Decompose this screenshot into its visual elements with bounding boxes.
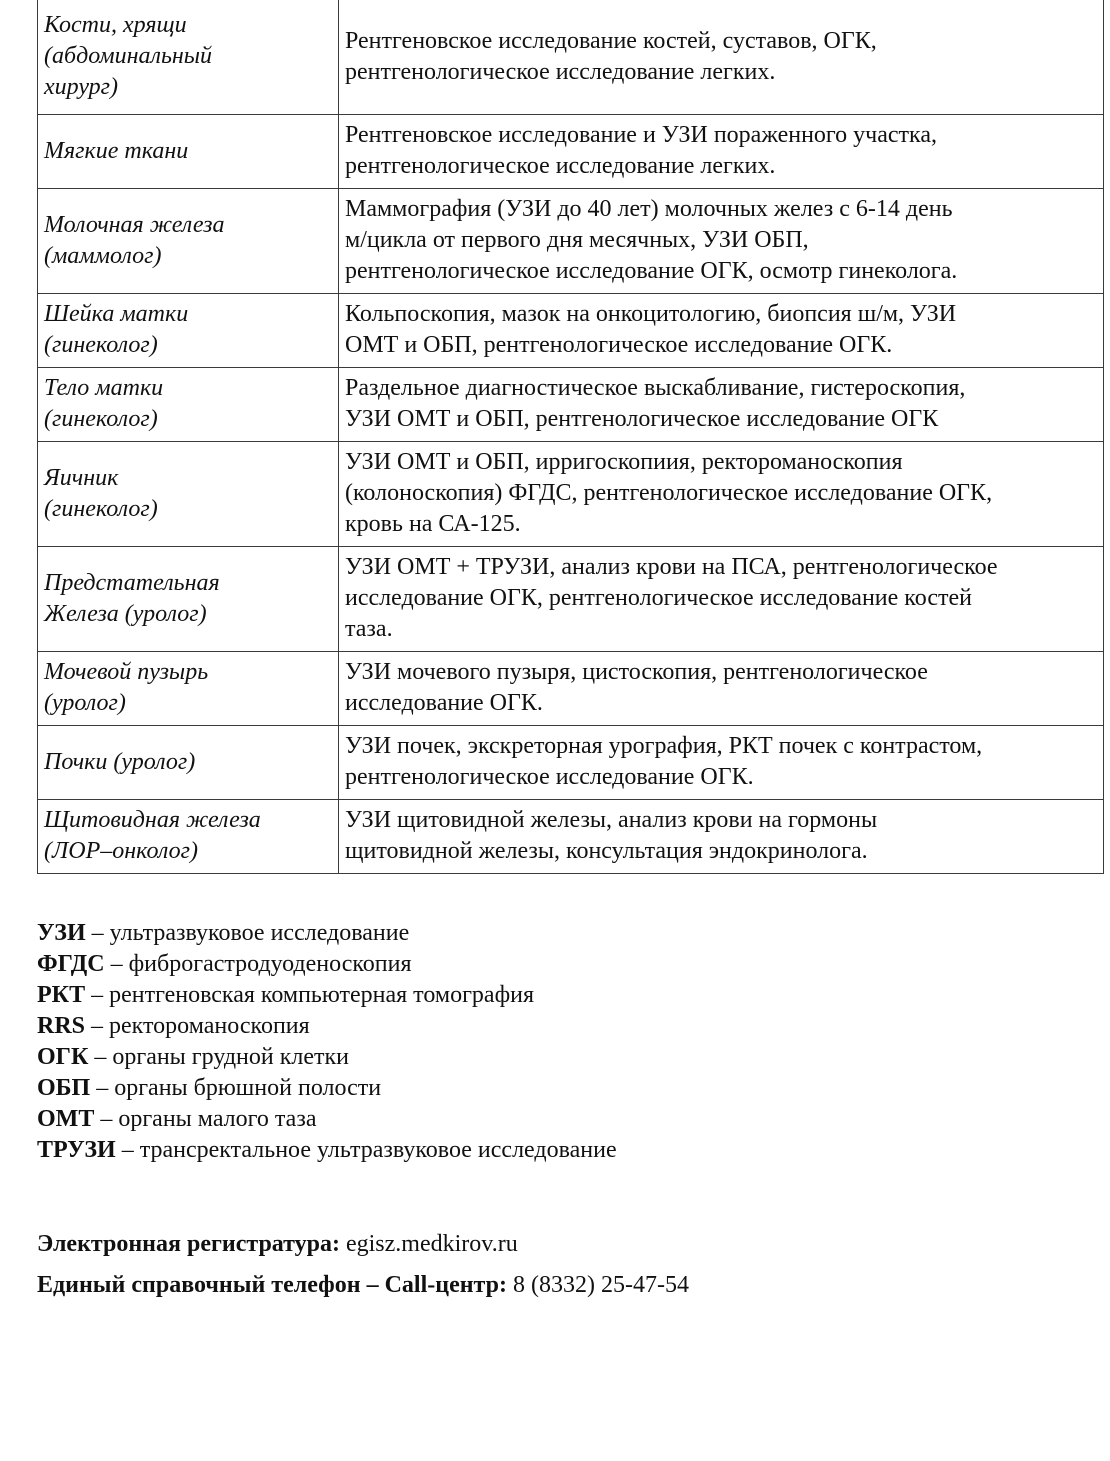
legend-abbr: ТРУЗИ	[37, 1137, 116, 1163]
exam-cell	[339, 293, 1104, 367]
exam-cell	[339, 367, 1104, 441]
exam-cell	[339, 546, 1104, 651]
legend-definition: – органы малого таза	[94, 1106, 317, 1132]
legend-abbr: УЗИ	[37, 920, 86, 946]
organ-label: Тело матки (гинеколог)	[44, 375, 164, 432]
organ-label: Кости, хрящи (абдоминальный хирург)	[44, 12, 213, 101]
legend-item	[37, 949, 617, 980]
exam-table	[37, 0, 1104, 874]
organ-label: Шейка матки (гинеколог)	[44, 301, 189, 358]
organ-label: Почки (уролог)	[44, 748, 196, 775]
legend-item	[37, 1011, 617, 1042]
legend-definition: – органы грудной клетки	[88, 1044, 350, 1070]
table-row	[38, 546, 1104, 651]
legend-definition: – рентгеновская компьютерная томография	[85, 982, 534, 1008]
organ-cell	[38, 725, 339, 799]
organ-cell	[38, 367, 339, 441]
table-row	[38, 441, 1104, 546]
legend-item	[37, 918, 617, 949]
organ-label: Щитовидная железа (ЛОР–онколог)	[44, 807, 261, 864]
organ-cell	[38, 293, 339, 367]
contacts-block	[37, 1227, 689, 1302]
exam-text: УЗИ мочевого пузыря, цистоскопия, рентгенологическое исследование ОГК.	[345, 659, 928, 716]
exam-cell	[339, 799, 1104, 873]
legend-abbr: ОГК	[37, 1044, 89, 1070]
organ-cell	[38, 441, 339, 546]
exam-text: УЗИ ОМТ + ТРУЗИ, анализ крови на ПСА, рентгенологическое исследование ОГК, рентгенологическое исследование костей таза.	[345, 554, 998, 642]
exam-text: УЗИ ОМТ и ОБП, ирригоскопиия, ректороманоскопия (колоноскопия) ФГДС, рентгенологическое исследование ОГК, кровь на СА-125.	[345, 449, 993, 537]
organ-label: Мягкие ткани	[44, 137, 189, 164]
exam-cell	[339, 725, 1104, 799]
organ-label: Молочная железа (маммолог)	[44, 211, 225, 269]
phone-number[interactable]: 8 (8332) 25-47-54	[506, 1272, 689, 1298]
legend-item	[37, 980, 617, 1011]
table-row	[38, 725, 1104, 799]
legend-definition: – органы брюшной полости	[90, 1075, 382, 1101]
organ-label: Мочевой пузырь (уролог)	[44, 659, 209, 716]
legend-definition: – ректороманоскопия	[85, 1013, 310, 1039]
legend-definition: – фиброгастродуоденоскопия	[104, 951, 412, 977]
exam-cell	[339, 441, 1104, 546]
table-row	[38, 799, 1104, 873]
legend-abbr: RRS	[37, 1013, 86, 1039]
exam-cell	[339, 114, 1104, 188]
legend-item	[37, 1073, 617, 1104]
table-row	[38, 651, 1104, 725]
table-row	[38, 114, 1104, 188]
phone-label: Единый справочный телефон – Call-центр:	[37, 1272, 507, 1298]
organ-cell	[38, 188, 339, 293]
table-row	[38, 293, 1104, 367]
exam-text: Рентгеновское исследование и УЗИ пораженного участка, рентгенологическое исследование легких.	[345, 122, 937, 179]
organ-cell	[38, 651, 339, 725]
legend-abbr: ФГДС	[37, 951, 105, 977]
organ-label: Яичник (гинеколог)	[44, 464, 158, 522]
registry-label: Электронная регистратура:	[37, 1231, 340, 1257]
exam-cell	[339, 0, 1104, 114]
table-row	[38, 0, 1104, 114]
legend-definition: – трансректальное ультразвуковое исследование	[115, 1137, 617, 1163]
exam-cell	[339, 651, 1104, 725]
abbreviations-legend	[37, 918, 617, 1166]
legend-item	[37, 1104, 617, 1135]
exam-text: Раздельное диагностическое выскабливание, гистероскопия, УЗИ ОМТ и ОБП, рентгенологическое исследование ОГК	[345, 375, 966, 432]
organ-cell	[38, 546, 339, 651]
exam-table-body	[38, 0, 1104, 873]
exam-text: Кольпоскопия, мазок на онкоцитологию, биопсия ш/м, УЗИ ОМТ и ОБП, рентгенологическое исследование ОГК.	[345, 301, 957, 358]
exam-text: Рентгеновское исследование костей, суставов, ОГК, рентгенологическое исследование легких.	[345, 27, 877, 85]
legend-abbr: ОБП	[37, 1075, 91, 1101]
exam-text: Маммография (УЗИ до 40 лет) молочных желез с 6-14 день м/цикла от первого дня месячных, УЗИ ОБП, рентгенологическое исследование ОГК, осмотр гинеколога.	[345, 196, 958, 284]
legend-abbr: РКТ	[37, 982, 86, 1008]
organ-cell	[38, 114, 339, 188]
legend-abbr: ОМТ	[37, 1106, 95, 1132]
registry-link[interactable]: egisz.medkirov.ru	[339, 1231, 518, 1257]
legend-item	[37, 1135, 617, 1166]
exam-table-wrapper	[37, 0, 1077, 874]
phone-line	[37, 1268, 689, 1302]
table-row	[38, 367, 1104, 441]
organ-cell	[38, 0, 339, 114]
table-row	[38, 188, 1104, 293]
organ-label: Предстательная Железа (уролог)	[44, 569, 220, 627]
exam-text: УЗИ почек, экскреторная урография, РКТ почек с контрастом, рентгенологическое исследование ОГК.	[345, 733, 983, 790]
legend-definition: – ультразвуковое исследование	[85, 920, 410, 946]
exam-text: УЗИ щитовидной железы, анализ крови на гормоны щитовидной железы, консультация эндокринолога.	[345, 807, 878, 864]
organ-cell	[38, 799, 339, 873]
legend-item	[37, 1042, 617, 1073]
exam-cell	[339, 188, 1104, 293]
registry-line	[37, 1227, 689, 1261]
